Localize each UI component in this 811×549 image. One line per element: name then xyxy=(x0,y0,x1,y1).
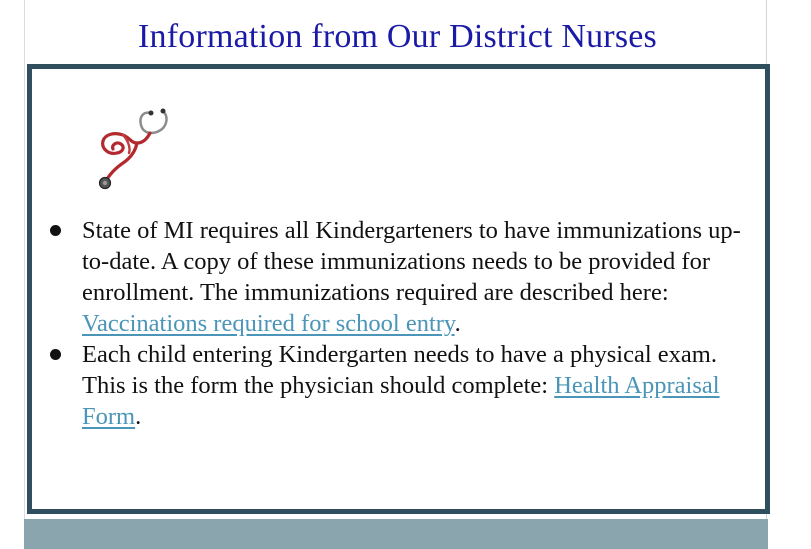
list-item xyxy=(48,339,748,432)
page-edge-left xyxy=(24,0,25,520)
list-item-text: State of MI requires all Kindergarteners to have immunizations up-to-date. A copy of these immunizations needs to be provided for enrollment. The immunizations required are described here: xyxy=(82,217,741,306)
vaccinations-link[interactable]: Vaccinations required for school entry xyxy=(82,310,455,337)
bullet-dot xyxy=(50,225,61,236)
nurse-info-list xyxy=(48,215,748,432)
list-item-period: . xyxy=(135,403,142,430)
stethoscope-icon xyxy=(89,103,179,193)
bullet-dot xyxy=(50,349,61,360)
list-item xyxy=(48,215,748,339)
footer-bar xyxy=(24,519,768,549)
list-item-period: . xyxy=(454,310,461,337)
page-title: Information from Our District Nurses xyxy=(138,18,657,55)
health-appraisal-form-link[interactable]: Health Appraisal Form xyxy=(82,372,720,430)
list-item-text: Each child entering Kindergarten needs to have a physical exam. This is the form the physician should complete: xyxy=(82,341,717,399)
info-panel xyxy=(27,64,770,514)
